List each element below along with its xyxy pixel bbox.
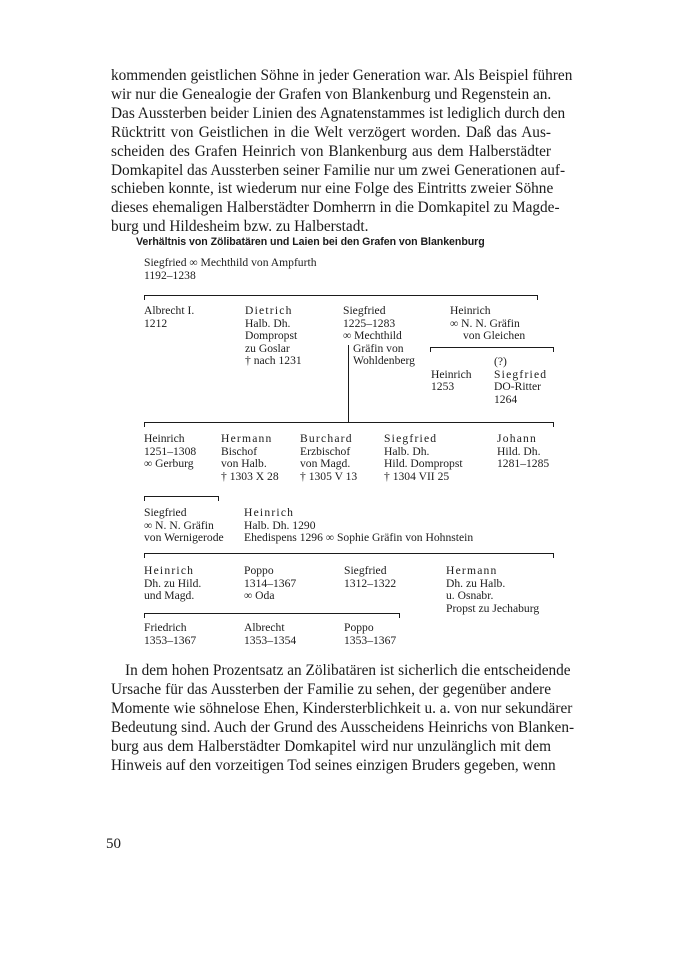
text-line: Momente wie söhnelose Ehen, Kindersterblichkeit u. a. von nur sekundärer [111,699,573,717]
person-hermann-osnabr-name: Hermann [446,564,498,577]
connector-line [144,422,554,423]
person-hermann-name: Hermann [221,432,273,445]
person-heinrich-hild-name: Heinrich [144,564,195,577]
person-burchard-detail: † 1305 V 13 [300,470,358,483]
connector-line [430,347,554,348]
person-johann-detail: Hild. Dh. [497,445,541,458]
person-albrecht-1353-name: Albrecht [244,621,285,634]
person-heinrich-1290-name: Heinrich [244,506,295,519]
person-albrecht-date: 1212 [144,317,168,330]
person-siegfried-wernigerode-name: Siegfried [144,506,187,519]
person-siegfried-detail: Gräfin von [353,342,404,355]
person-burchard-detail: von Magd. [300,457,351,470]
person-heinrich-1290-detail: Halb. Dh. 1290 [244,519,316,532]
connector-tick [430,347,431,352]
person-heinrich-1290-detail: Ehedispens 1296 ∞ Sophie Gräfin von Hohnstein [244,531,474,544]
person-johann-detail: 1281–1285 [497,457,550,470]
person-siegfried-detail: ∞ Mechthild [343,329,402,342]
connector-line [144,553,554,554]
person-siegfried-dompropst-detail: Halb. Dh. [384,445,430,458]
person-siegfried-do-date: 1264 [494,393,518,406]
person-dietrich-name: Dietrich [245,304,293,317]
text-line: Hinweis auf den vorzeitigen Tod seines einzigen Bruders gegeben, wenn [111,756,556,774]
person-albrecht-name: Albrecht I. [144,304,195,317]
person-heinrich-hild-detail: Dh. zu Hild. [144,577,202,590]
person-siegfried-do-name: Siegfried [494,368,548,381]
person-heinrich-1251-name: Heinrich [144,432,185,445]
person-heinrich-name: Heinrich [450,304,491,317]
gen0-dates: 1192–1238 [144,269,196,282]
person-heinrich-detail: von Gleichen [463,329,526,342]
descent-line [348,345,349,422]
person-siegfried-detail: 1225–1283 [343,317,396,330]
person-hermann-detail: Bischof [221,445,258,458]
person-johann-name: Johann [497,432,538,445]
person-siegfried-name: Siegfried [343,304,386,317]
person-heinrich-detail: ∞ N. N. Gräfin [450,317,520,330]
person-siegfried-dompropst-detail: † 1304 VII 25 [384,470,450,483]
connector-tick [553,347,554,352]
text-line: burg und Hildesheim bzw. zu Halberstadt. [111,218,369,236]
person-heinrich-1251-detail: ∞ Gerburg [144,457,194,470]
connector-tick [144,613,145,618]
person-poppo-1353-name: Poppo [344,621,374,634]
person-friedrich-date: 1353–1367 [144,634,197,647]
person-siegfried-detail: Wohldenberg [353,354,415,367]
person-albrecht-1353-date: 1353–1354 [244,634,297,647]
text-line: Das Aussterben beider Linien des Agnatenstammes ist lediglich durch den [111,104,566,122]
person-hermann-osnabr-detail: u. Osnabr. [446,589,494,602]
page-number: 50 [106,836,121,852]
text-line: Rücktritt von Geistlichen in die Welt verzögert worden. Daß das Aus- [111,123,551,141]
person-siegfried-dompropst-detail: Hild. Dompropst [384,457,463,470]
person-hermann-detail: von Halb. [221,457,267,470]
gen0-couple: Siegfried ∞ Mechthild von Ampfurth [144,256,317,269]
text-line: In dem hohen Prozentsatz an Zölibatären ist sicherlich die entscheidende [125,662,571,679]
connector-tick [399,613,400,618]
person-siegfried-wernigerode-detail: von Wernigerode [144,531,224,544]
person-poppo-1353-date: 1353–1367 [344,634,397,647]
text-line: Bedeutung sind. Auch der Grund des Ausscheidens Heinrichs von Blanken- [111,718,575,736]
person-dietrich-detail: † nach 1231 [245,354,302,367]
text-line: kommenden geistlichen Söhne in jeder Generation war. Als Beispiel führen [111,67,573,84]
text-line: wir nur die Genealogie der Grafen von Blankenburg und Regenstein an. [111,85,552,103]
person-heinrich-1251-detail: 1251–1308 [144,445,197,458]
connector-tick [218,496,219,501]
connector-tick [144,295,145,300]
text-line: Ursache für das Aussterben der Familie zu sehen, der gegenüber andere [111,680,551,698]
text-line: dieses ehemaligen Halberstädter Domherrn in die Domkapitel zu Magde- [111,199,560,217]
person-poppo-1314-name: Poppo [244,564,274,577]
body-paragraph-1 [111,67,573,237]
text-line: schieben konnte, ist wiederum nur eine Folge des Eintritts zweier Söhne [111,180,554,198]
person-siegfried-uncertain: (?) [494,355,507,368]
text-line: burg aus dem Halberstädter Domkapitel wird nur unzulänglich mit dem [111,737,551,755]
person-dietrich-detail: Halb. Dh. [245,317,291,330]
connector-line [144,295,538,296]
connector-line [144,613,400,614]
text-line: Domkapitel das Aussterben seiner Familie nur um zwei Generationen auf- [111,161,566,179]
person-heinrich-hild-detail: und Magd. [144,589,195,602]
connector-tick [144,422,145,427]
text-line: scheiden des Grafen Heinrich von Blankenburg aus dem Halberstädter [111,142,551,160]
person-friedrich-name: Friedrich [144,621,187,634]
person-siegfried-1312-name: Siegfried [344,564,387,577]
person-hermann-osnabr-detail: Dh. zu Halb. [446,577,506,590]
person-burchard-detail: Erzbischof [300,445,351,458]
person-hermann-osnabr-detail: Propst zu Jechaburg [446,602,540,615]
connector-tick [144,553,145,558]
chart-title: Verhältnis von Zölibatären und Laien bei den Grafen von Blankenburg [136,236,485,248]
person-siegfried-do-detail: DO-Ritter [494,380,542,393]
body-paragraph-2 [111,662,575,775]
connector-tick [553,553,554,558]
person-burchard-name: Burchard [300,432,353,445]
person-dietrich-detail: Dompropst [245,329,298,342]
connector-tick [537,295,538,300]
connector-line [144,496,219,497]
person-hermann-detail: † 1303 X 28 [221,470,279,483]
person-dietrich-detail: zu Goslar [245,342,290,355]
person-poppo-1314-detail: ∞ Oda [244,589,275,602]
person-heinrich-1253-date: 1253 [431,380,455,393]
person-poppo-1314-detail: 1314–1367 [244,577,297,590]
person-heinrich-1253-name: Heinrich [431,368,472,381]
person-siegfried-wernigerode-detail: ∞ N. N. Gräfin [144,519,214,532]
person-siegfried-dompropst-name: Siegfried [384,432,438,445]
connector-tick [553,422,554,427]
person-siegfried-1312-detail: 1312–1322 [344,577,397,590]
connector-tick [144,496,145,501]
